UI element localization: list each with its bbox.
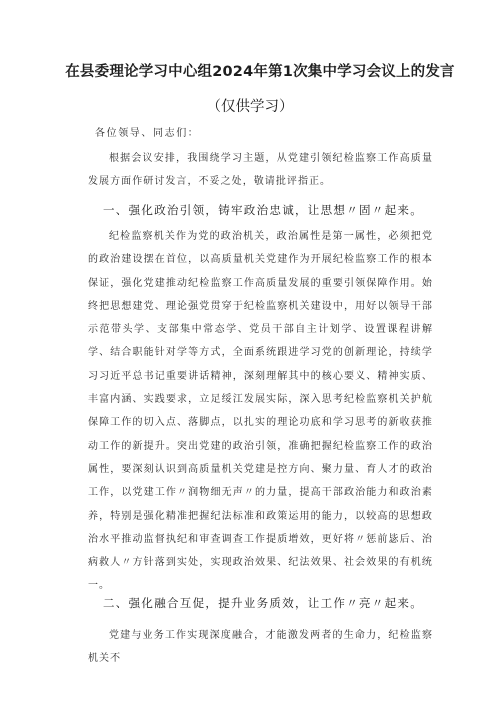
salutation: 各位领导、同志们： xyxy=(95,128,200,139)
intro-paragraph: 根据会议安排，我围绕学习主题，从党建引领纪检监察工作高质量发展方面作研讨发言，不妥之处，敬请批评指正。 xyxy=(88,153,433,188)
section-2-paragraph: 党建与业务工作实现深度融合，才能激发两者的生命力，纪检监察机关不 xyxy=(88,630,433,665)
section-heading-2: 二、强化融合互促，提升业务质效，让工作〃亮〃起来。 xyxy=(103,596,423,610)
section-1-paragraph: 纪检监察机关作为党的政治机关，政治属性是第一属性，必须把党的政治建设摆在首位，以高质量机关党建作为开展纪检监察工作的根本保证，强化党建推动纪检监察工作高质量发展的重要引领保障作用。始终把思想建党、理论强党贯穿于纪检监察机关建设中，用好以领导干部示范带头学、支部集中常态学、党员干部自主计划学、设置课程讲解学、结合职能针对学等方式，全面系统跟进学习党的创新理论，持续学习习近平总书记重要讲话精神，深刻理解其中的核心要义、精神实质、丰富内涵、实践要求，立足绥江发展实际，深入思考纪检监察机关护航保障工作的切入点、落脚点，以扎实的理论功底和学习思考的新收获推动工作的新提升。突出党建的政治引领，准确把握纪检监察工作的政治属性，要深刻认识到高质量机关党建是控方向、聚力量、育人才的政治工作，以党建工作〃润物细无声〃的力量，提高干部政治能力和政治素养，特别是强化精准把握纪法标准和政策运用的能力，以较高的思想政治水平推动监督执纪和审查调查工作提质增效，更好将〃惩前毖后、治病救人〃方针落到实处，实现政治效果、纪法效果、社会效果的有机统一。 xyxy=(88,231,433,592)
document-subtitle: （仅供学习） xyxy=(206,99,294,115)
document-title: 在县委理论学习中心组2024年第1次集中学习会议上的发言 xyxy=(65,64,455,80)
section-heading-1: 一、强化政治引领，铸牢政治忠诚，让思想〃固〃起来。 xyxy=(103,203,423,217)
